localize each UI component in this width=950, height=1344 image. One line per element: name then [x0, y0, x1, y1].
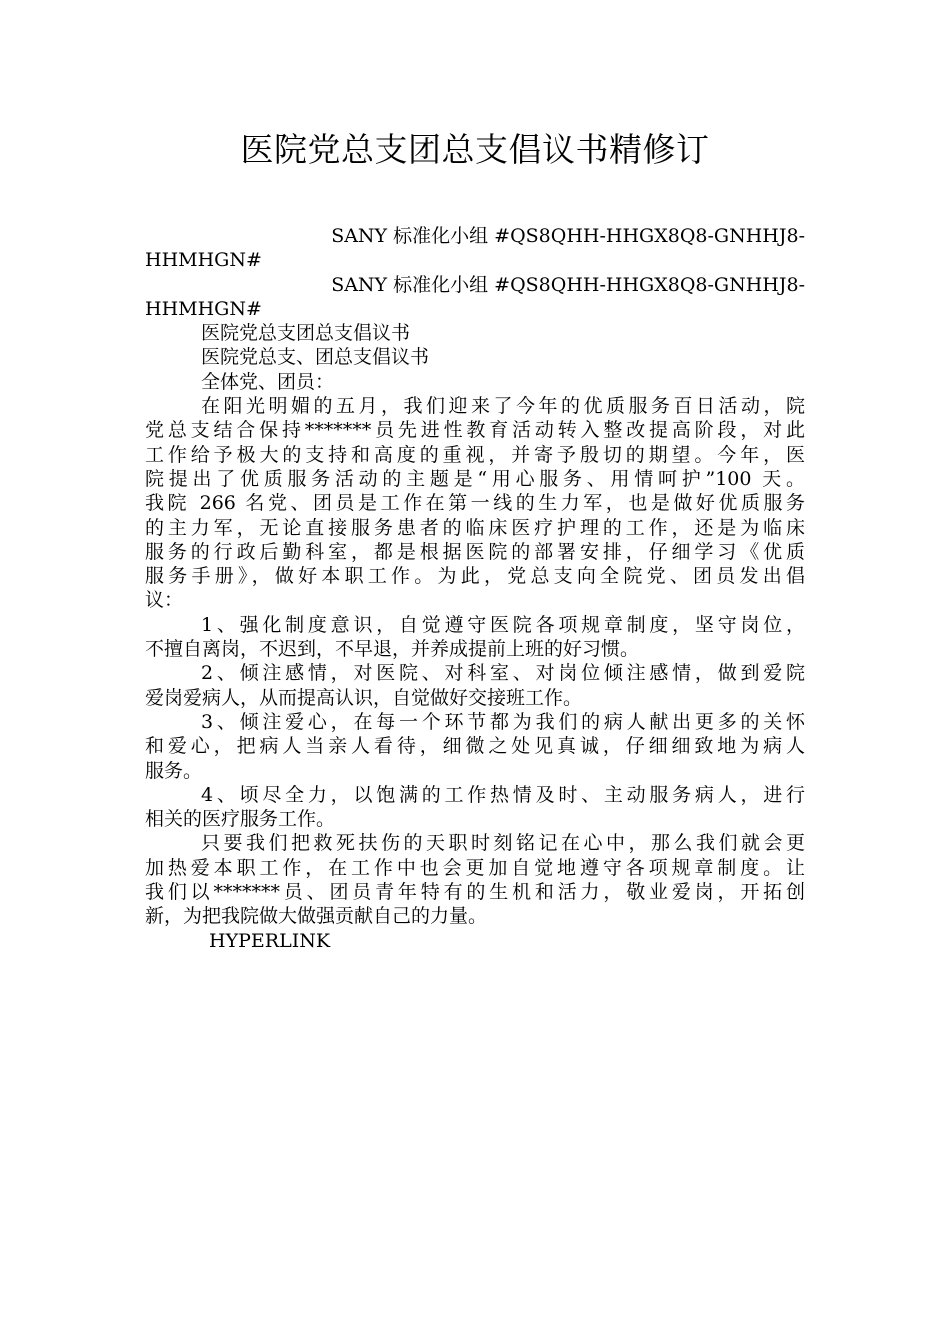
list-item-line: 爱岗爱病人，从而提高认识，自觉做好交接班工作。 — [145, 686, 583, 709]
salutation: 全体党、团员： — [201, 370, 335, 393]
subtitle: 医院党总支团总支倡议书 — [201, 322, 411, 345]
document-body — [145, 224, 805, 953]
paragraph-line: 工作给予极大的支持和高度的重视，并寄予殷切的期望。今年，医 — [145, 443, 805, 466]
paragraph-line: 院提出了优质服务活动的主题是“用心服务、用情呵护”100 天。 — [145, 467, 805, 490]
hyperlink-field[interactable]: HYPERLINK — [209, 929, 331, 952]
subtitle: 医院党总支、团总支倡议书 — [201, 346, 430, 369]
header-line: HHMHGN# — [145, 249, 262, 272]
list-item-line: 和爱心，把病人当亲人看待，细微之处见真诚，仔细细致地为病人 — [145, 735, 805, 758]
paragraph-line: 新，为把我院做大做强贡献自己的力量。 — [145, 905, 488, 928]
paragraph-line: 服务的行政后勤科室，都是根据医院的部署安排，仔细学习《优质 — [145, 540, 805, 563]
list-item-line: 相关的医疗服务工作。 — [145, 808, 336, 831]
list-item-line: 1、强化制度意识，自觉遵守医院各项规章制度，坚守岗位， — [201, 613, 805, 636]
list-item-line: 服务。 — [145, 759, 203, 782]
paragraph-line: 只要我们把救死扶伤的天职时刻铭记在心中，那么我们就会更 — [201, 832, 805, 855]
list-item-line: 3、倾注爱心，在每一个环节都为我们的病人献出更多的关怀 — [201, 710, 805, 733]
document-title: 医院党总支团总支倡议书精修订 — [240, 130, 710, 169]
list-item-line: 不擅自离岗，不迟到，不早退，并养成提前上班的好习惯。 — [145, 638, 640, 661]
list-item-line: 4、顷尽全力，以饱满的工作热情及时、主动服务病人，进行 — [201, 783, 805, 806]
paragraph-line: 我院 266 名党、团员是工作在第一线的生力军，也是做好优质服务 — [145, 492, 805, 515]
paragraph-line: 加热爱本职工作，在工作中也会更加自觉地遵守各项规章制度。让 — [145, 856, 805, 879]
header-line: HHMHGN# — [145, 297, 262, 320]
header-line: SANY 标准化小组 #QS8QHH-HHGX8Q8-GNHHJ8- — [331, 225, 805, 247]
paragraph-line: 在阳光明媚的五月，我们迎来了今年的优质服务百日活动，院 — [201, 395, 805, 418]
paragraph-line: 党总支结合保持*******员先进性教育活动转入整改提高阶段，对此 — [145, 419, 805, 442]
paragraph-line: 的主力军，无论直接服务患者的临床医疗护理的工作，还是为临床 — [145, 516, 805, 539]
header-line: SANY 标准化小组 #QS8QHH-HHGX8Q8-GNHHJ8- — [331, 273, 805, 296]
paragraph-line: 我们以*******员、团员青年特有的生机和活力，敬业爱岗，开拓创 — [145, 881, 805, 904]
list-item-line: 2、倾注感情，对医院、对科室、对岗位倾注感情，做到爱院 — [201, 662, 805, 685]
paragraph-line: 议： — [145, 589, 184, 612]
paragraph-line: 服务手册》，做好本职工作。为此，党总支向全院党、团员发出倡 — [145, 565, 805, 588]
